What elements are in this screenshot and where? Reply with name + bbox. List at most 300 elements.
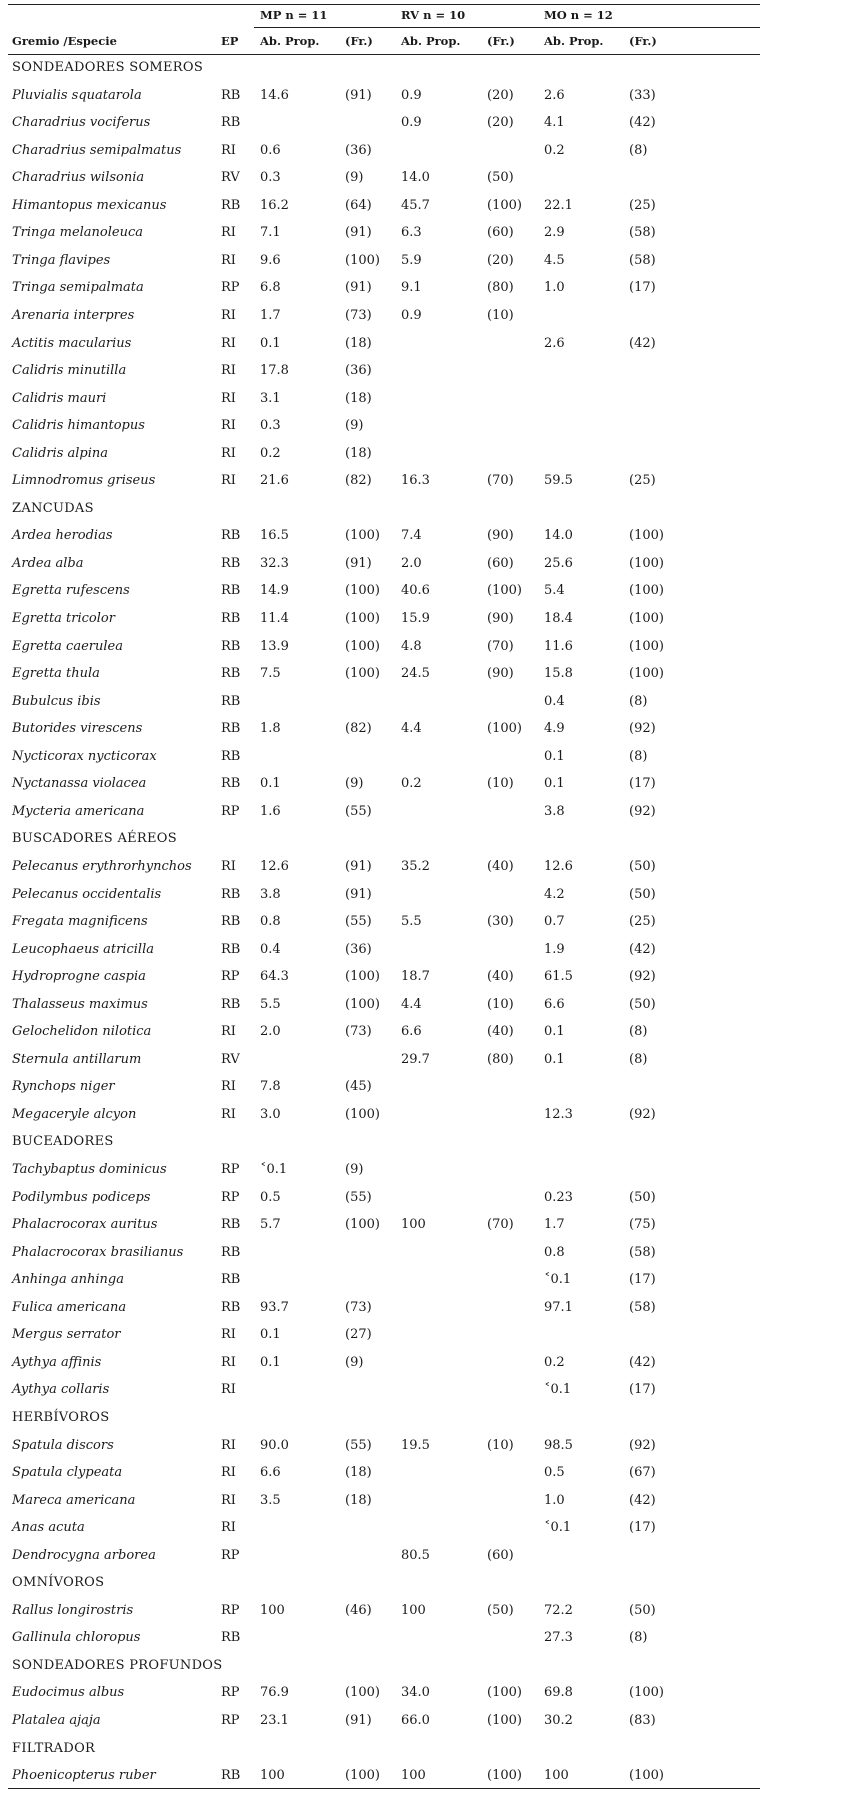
mp-abundance-cell: 21.6	[260, 473, 289, 489]
species-name: Gallinula chloropus	[12, 1630, 141, 1646]
ep-code: RP	[221, 1547, 240, 1563]
species-name: Phalacrocorax auritus	[12, 1217, 158, 1233]
rv-abundance-cell: 18.7	[401, 969, 430, 985]
ep-code: RB	[221, 996, 241, 1012]
mo-frequency-cell: (42)	[629, 115, 656, 131]
rv-frequency-cell: (100)	[487, 197, 522, 213]
rv-frequency-cell: (40)	[487, 858, 514, 874]
guild-name: FILTRADOR	[12, 1740, 96, 1756]
mo-abundance-cell: 5.4	[544, 583, 565, 599]
mp-abundance-cell: 17.8	[260, 363, 289, 379]
mo-frequency-cell: (67)	[629, 1465, 656, 1481]
ep-code: RB	[221, 528, 241, 544]
mp-abundance-cell: 76.9	[260, 1685, 289, 1701]
mo-abundance-cell: 2.6	[544, 335, 565, 351]
mo-abundance-cell: 1.0	[544, 280, 565, 296]
mo-frequency-cell: (92)	[629, 969, 656, 985]
mp-abundance-cell: 0.2	[260, 445, 281, 461]
mo-abundance-cell: 1.7	[544, 1217, 565, 1233]
species-name: Tachybaptus dominicus	[12, 1162, 167, 1177]
mp-abundance-cell: 7.5	[260, 666, 281, 682]
mp-frequency-cell: (100)	[345, 1685, 380, 1701]
mp-frequency-cell: (100)	[345, 1106, 380, 1122]
mp-abundance-cell: 7.8	[260, 1079, 281, 1095]
species-name: Mergus serrator	[12, 1327, 121, 1343]
rv-abundance-cell: 5.5	[401, 914, 422, 930]
species-name: Sternula antillarum	[12, 1051, 142, 1067]
mp-abundance-cell: 5.5	[260, 996, 281, 1012]
group-header-rv: RV n = 10	[401, 8, 466, 22]
ep-code: RB	[221, 886, 241, 902]
species-name: Gelochelidon nilotica	[12, 1024, 152, 1040]
rv-abundance-cell: 19.5	[401, 1437, 430, 1453]
mp-frequency-cell: (45)	[345, 1079, 372, 1095]
mo-abundance-cell: 4.2	[544, 886, 565, 902]
ep-code: RB	[221, 1299, 241, 1315]
ep-code: RB	[221, 748, 241, 764]
mo-frequency-cell: (100)	[629, 638, 664, 654]
mo-frequency-cell: (8)	[629, 748, 648, 764]
mp-abundance-cell: 14.6	[260, 87, 289, 103]
ep-code: RB	[221, 611, 241, 626]
species-name: Thalasseus maximus	[12, 996, 148, 1012]
ep-code: RP	[221, 1713, 240, 1728]
mo-frequency-cell: (75)	[629, 1217, 656, 1233]
mo-frequency-cell: (100)	[629, 1685, 664, 1701]
rv-frequency-cell: (70)	[487, 473, 514, 489]
mp-abundance-cell: 16.2	[260, 197, 289, 213]
col-header-rv-fr: (Fr.)	[487, 34, 515, 48]
species-name: Aythya collaris	[12, 1382, 110, 1398]
mp-frequency-cell: (100)	[345, 611, 380, 626]
mo-abundance-cell: 0.1	[544, 1051, 565, 1067]
mp-frequency-cell: (46)	[345, 1602, 372, 1618]
table-top-rule	[8, 4, 760, 5]
ep-code: RB	[221, 666, 241, 682]
rv-frequency-cell: (10)	[487, 1437, 514, 1453]
ep-code: RB	[221, 1217, 241, 1233]
rv-abundance-cell: 45.7	[401, 197, 430, 213]
ep-code: RB	[221, 115, 241, 131]
mp-frequency-cell: (73)	[345, 307, 372, 323]
rv-frequency-cell: (100)	[487, 721, 522, 737]
rv-abundance-cell: 2.0	[401, 555, 422, 571]
group-header-mp: MP n = 11	[260, 8, 328, 22]
species-name: Rynchops niger	[12, 1079, 115, 1095]
mp-frequency-cell: (36)	[345, 363, 372, 379]
mo-frequency-cell: (100)	[629, 666, 664, 682]
mp-frequency-cell: (91)	[345, 225, 372, 241]
mp-abundance-cell: 0.1	[260, 776, 281, 792]
mp-frequency-cell: (73)	[345, 1024, 372, 1040]
mp-frequency-cell: (9)	[345, 1354, 364, 1370]
species-name: Phalacrocorax brasilianus	[12, 1244, 184, 1260]
ep-code: RI	[221, 473, 236, 489]
mo-frequency-cell: (17)	[629, 1382, 656, 1398]
mp-frequency-cell: (36)	[345, 941, 372, 957]
mp-frequency-cell: (18)	[345, 335, 372, 351]
ep-code: RB	[221, 721, 241, 737]
mo-abundance-cell: 25.6	[544, 555, 573, 571]
mp-abundance-cell: 100	[260, 1768, 285, 1784]
ep-code: RB	[221, 1768, 241, 1784]
mo-frequency-cell: (92)	[629, 1106, 656, 1122]
rv-abundance-cell: 34.0	[401, 1685, 430, 1701]
species-name: Aythya affinis	[12, 1354, 102, 1370]
mp-frequency-cell: (100)	[345, 969, 380, 985]
mo-frequency-cell: (50)	[629, 1602, 656, 1618]
mo-abundance-cell: 2.9	[544, 225, 565, 241]
rv-frequency-cell: (60)	[487, 225, 514, 241]
mp-frequency-cell: (91)	[345, 87, 372, 103]
ep-code: RB	[221, 1272, 241, 1288]
mo-abundance-cell: 22.1	[544, 197, 573, 213]
mo-frequency-cell: (83)	[629, 1713, 656, 1728]
mp-frequency-cell: (100)	[345, 666, 380, 682]
mo-frequency-cell: (8)	[629, 1630, 648, 1646]
species-name: Tringa flavipes	[12, 252, 111, 268]
rv-abundance-cell: 0.9	[401, 87, 422, 103]
mp-abundance-cell: 0.8	[260, 914, 281, 930]
ep-code: RP	[221, 1602, 240, 1618]
ep-code: RI	[221, 1382, 236, 1398]
col-header-species: Gremio /Especie	[12, 34, 117, 48]
mo-frequency-cell: (58)	[629, 252, 656, 268]
mo-abundance-cell: 15.8	[544, 666, 573, 682]
mo-abundance-cell: 0.2	[544, 1354, 565, 1370]
rv-frequency-cell: (60)	[487, 555, 514, 571]
mo-frequency-cell: (8)	[629, 1024, 648, 1040]
mo-frequency-cell: (100)	[629, 555, 664, 571]
mo-frequency-cell: (25)	[629, 473, 656, 489]
mp-abundance-cell: 0.3	[260, 418, 281, 434]
mp-frequency-cell: (100)	[345, 1217, 380, 1233]
species-name: Mycteria americana	[12, 803, 145, 819]
species-name: Pelecanus erythrorhynchos	[12, 858, 192, 874]
rv-frequency-cell: (90)	[487, 528, 514, 544]
mp-abundance-cell: 6.8	[260, 280, 281, 296]
mo-abundance-cell: 0.23	[544, 1189, 573, 1205]
mp-frequency-cell: (100)	[345, 252, 380, 268]
species-name: Rallus longirostris	[12, 1602, 134, 1618]
mp-frequency-cell: (100)	[345, 996, 380, 1012]
ep-code: RV	[221, 170, 240, 186]
mo-abundance-cell: 0.1	[544, 1024, 565, 1040]
mp-abundance-cell: 5.7	[260, 1217, 281, 1233]
mo-frequency-cell: (33)	[629, 87, 656, 103]
mo-abundance-cell: 0.7	[544, 914, 565, 930]
mo-frequency-cell: (8)	[629, 1051, 648, 1067]
mo-abundance-cell: 4.1	[544, 115, 565, 131]
rv-abundance-cell: 24.5	[401, 666, 430, 682]
mp-frequency-cell: (18)	[345, 1465, 372, 1481]
mo-frequency-cell: (17)	[629, 776, 656, 792]
rv-frequency-cell: (70)	[487, 638, 514, 654]
mo-frequency-cell: (17)	[629, 1520, 656, 1536]
ep-code: RP	[221, 969, 240, 985]
guild-name: SONDEADORES SOMEROS	[12, 60, 204, 75]
species-name: Dendrocygna arborea	[12, 1547, 156, 1563]
mo-frequency-cell: (92)	[629, 803, 656, 819]
mo-abundance-cell: 0.2	[544, 142, 565, 158]
mp-abundance-cell: 1.8	[260, 721, 281, 737]
rv-abundance-cell: 7.4	[401, 528, 422, 544]
mp-abundance-cell: 3.0	[260, 1106, 281, 1122]
rv-frequency-cell: (100)	[487, 1713, 522, 1728]
mo-abundance-cell: 100	[544, 1768, 569, 1784]
mo-abundance-cell: 0.8	[544, 1244, 565, 1260]
mp-abundance-cell: 0.1	[260, 1354, 281, 1370]
mp-abundance-cell: 23.1	[260, 1713, 289, 1728]
mp-frequency-cell: (55)	[345, 1189, 372, 1205]
rv-frequency-cell: (60)	[487, 1547, 514, 1563]
ep-code: RB	[221, 1630, 241, 1646]
mo-frequency-cell: (17)	[629, 280, 656, 296]
species-name: Ardea alba	[12, 555, 84, 571]
guild-name: BUSCADORES AÉREOS	[12, 831, 177, 847]
ep-code: RI	[221, 445, 236, 461]
species-name: Nycticorax nycticorax	[12, 748, 157, 764]
col-header-mo-ab: Ab. Prop.	[544, 34, 604, 48]
species-name: Actitis macularius	[12, 335, 132, 351]
rv-frequency-cell: (40)	[487, 969, 514, 985]
rv-frequency-cell: (50)	[487, 1602, 514, 1618]
mo-frequency-cell: (58)	[629, 1299, 656, 1315]
mo-abundance-cell: 1.9	[544, 941, 565, 957]
col-header-mp-fr: (Fr.)	[345, 34, 373, 48]
guild-name: OMNÍVOROS	[12, 1575, 105, 1591]
group-header-rule	[254, 27, 760, 28]
mo-abundance-cell: ˂0.1	[544, 1382, 572, 1398]
mo-frequency-cell: (92)	[629, 1437, 656, 1453]
rv-abundance-cell: 15.9	[401, 611, 430, 626]
mo-frequency-cell: (58)	[629, 1244, 656, 1260]
species-name: Hydroprogne caspia	[12, 969, 146, 985]
mp-abundance-cell: 1.7	[260, 307, 281, 323]
rv-frequency-cell: (70)	[487, 1217, 514, 1233]
mo-abundance-cell: 1.0	[544, 1492, 565, 1508]
mo-abundance-cell: ˂0.1	[544, 1272, 572, 1288]
species-name: Egretta thula	[12, 666, 100, 682]
rv-frequency-cell: (90)	[487, 666, 514, 682]
species-name: Spatula clypeata	[12, 1465, 123, 1481]
species-name: Fulica americana	[12, 1299, 127, 1315]
rv-abundance-cell: 6.3	[401, 225, 422, 241]
mp-frequency-cell: (18)	[345, 1492, 372, 1508]
mo-frequency-cell: (50)	[629, 1189, 656, 1205]
ep-code: RP	[221, 1189, 240, 1205]
ep-code: RI	[221, 1024, 236, 1040]
species-name: Phoenicopterus ruber	[12, 1768, 156, 1784]
species-name: Charadrius semipalmatus	[12, 142, 182, 158]
species-name: Platalea ajaja	[12, 1713, 101, 1728]
guild-name: ZANCUDAS	[12, 500, 94, 516]
mo-frequency-cell: (25)	[629, 197, 656, 213]
species-name: Egretta caerulea	[12, 638, 123, 654]
species-name: Anhinga anhinga	[12, 1272, 124, 1288]
mo-abundance-cell: 97.1	[544, 1299, 573, 1315]
mp-frequency-cell: (36)	[345, 142, 372, 158]
rv-frequency-cell: (20)	[487, 115, 514, 131]
rv-abundance-cell: 100	[401, 1217, 426, 1233]
mo-abundance-cell: 2.6	[544, 87, 565, 103]
mp-frequency-cell: (18)	[345, 445, 372, 461]
ep-code: RV	[221, 1051, 240, 1067]
ep-code: RB	[221, 941, 241, 957]
ep-code: RB	[221, 1244, 241, 1260]
ep-code: RB	[221, 555, 241, 571]
rv-abundance-cell: 0.2	[401, 776, 422, 792]
mp-abundance-cell: 0.5	[260, 1189, 281, 1205]
mp-abundance-cell: 3.8	[260, 886, 281, 902]
mp-frequency-cell: (91)	[345, 1713, 372, 1728]
mp-frequency-cell: (9)	[345, 418, 364, 434]
mp-abundance-cell: 0.1	[260, 335, 281, 351]
mp-frequency-cell: (91)	[345, 280, 372, 296]
ep-code: RI	[221, 142, 236, 158]
mp-abundance-cell: 12.6	[260, 858, 289, 874]
ep-code: RI	[221, 1520, 236, 1536]
species-name: Fregata magnificens	[12, 914, 148, 930]
species-name: Megaceryle alcyon	[12, 1106, 137, 1122]
mo-frequency-cell: (42)	[629, 1354, 656, 1370]
ep-code: RP	[221, 1685, 240, 1701]
header-bottom-rule	[8, 54, 760, 55]
mo-abundance-cell: 14.0	[544, 528, 573, 544]
mo-frequency-cell: (42)	[629, 335, 656, 351]
table-bottom-rule	[8, 1788, 760, 1789]
ep-code: RB	[221, 197, 241, 213]
group-header-mo: MO n = 12	[544, 8, 613, 22]
mp-abundance-cell: 93.7	[260, 1299, 289, 1315]
species-name: Tringa melanoleuca	[12, 225, 144, 241]
rv-abundance-cell: 5.9	[401, 252, 422, 268]
mo-frequency-cell: (50)	[629, 996, 656, 1012]
rv-abundance-cell: 6.6	[401, 1024, 422, 1040]
mo-abundance-cell: 0.1	[544, 748, 565, 764]
mo-abundance-cell: 11.6	[544, 638, 573, 654]
rv-abundance-cell: 9.1	[401, 280, 422, 296]
mp-abundance-cell: 64.3	[260, 969, 289, 985]
rv-frequency-cell: (100)	[487, 1685, 522, 1701]
species-name: Bubulcus ibis	[12, 693, 101, 709]
species-name: Egretta tricolor	[12, 611, 115, 626]
rv-frequency-cell: (30)	[487, 914, 514, 930]
mp-abundance-cell: 9.6	[260, 252, 281, 268]
rv-abundance-cell: 80.5	[401, 1547, 430, 1563]
species-name: Eudocimus albus	[12, 1685, 125, 1701]
ep-code: RB	[221, 583, 241, 599]
mo-abundance-cell: 6.6	[544, 996, 565, 1012]
rv-frequency-cell: (80)	[487, 1051, 514, 1067]
mp-abundance-cell: 0.6	[260, 142, 281, 158]
mp-abundance-cell: 0.1	[260, 1327, 281, 1343]
ep-code: RB	[221, 87, 241, 103]
mp-frequency-cell: (91)	[345, 858, 372, 874]
rv-frequency-cell: (10)	[487, 996, 514, 1012]
mp-abundance-cell: 6.6	[260, 1465, 281, 1481]
rv-frequency-cell: (20)	[487, 252, 514, 268]
mo-abundance-cell: 12.6	[544, 858, 573, 874]
col-header-ep: EP	[221, 34, 239, 48]
rv-abundance-cell: 4.4	[401, 721, 422, 737]
species-name: Anas acuta	[12, 1520, 85, 1536]
mo-frequency-cell: (100)	[629, 583, 664, 599]
mo-frequency-cell: (58)	[629, 225, 656, 241]
mp-abundance-cell: 14.9	[260, 583, 289, 599]
species-name: Himantopus mexicanus	[12, 197, 167, 213]
mo-abundance-cell: 69.8	[544, 1685, 573, 1701]
rv-frequency-cell: (90)	[487, 611, 514, 626]
ep-code: RI	[221, 1437, 236, 1453]
mp-abundance-cell: 1.6	[260, 803, 281, 819]
mo-frequency-cell: (92)	[629, 721, 656, 737]
mo-frequency-cell: (100)	[629, 611, 664, 626]
mp-frequency-cell: (91)	[345, 886, 372, 902]
ep-code: RI	[221, 1106, 236, 1122]
ep-code: RP	[221, 803, 240, 819]
ep-code: RB	[221, 693, 241, 709]
species-name: Calidris minutilla	[12, 363, 127, 379]
mo-abundance-cell: 0.1	[544, 776, 565, 792]
rv-frequency-cell: (80)	[487, 280, 514, 296]
mp-frequency-cell: (27)	[345, 1327, 372, 1343]
species-name: Charadrius wilsonia	[12, 170, 145, 186]
rv-frequency-cell: (20)	[487, 87, 514, 103]
mp-abundance-cell: 13.9	[260, 638, 289, 654]
mp-frequency-cell: (91)	[345, 555, 372, 571]
mp-abundance-cell: 90.0	[260, 1437, 289, 1453]
rv-frequency-cell: (40)	[487, 1024, 514, 1040]
ep-code: RB	[221, 914, 241, 930]
species-name: Nyctanassa violacea	[12, 776, 147, 792]
mp-frequency-cell: (100)	[345, 583, 380, 599]
mp-abundance-cell: 2.0	[260, 1024, 281, 1040]
mp-frequency-cell: (55)	[345, 914, 372, 930]
mo-frequency-cell: (42)	[629, 941, 656, 957]
ep-code: RI	[221, 1492, 236, 1508]
mp-frequency-cell: (100)	[345, 638, 380, 654]
rv-abundance-cell: 4.8	[401, 638, 422, 654]
mp-frequency-cell: (9)	[345, 1162, 364, 1177]
ep-code: RI	[221, 252, 236, 268]
species-name: Butorides virescens	[12, 721, 143, 737]
mo-frequency-cell: (17)	[629, 1272, 656, 1288]
species-name: Limnodromus griseus	[12, 473, 156, 489]
mo-frequency-cell: (100)	[629, 528, 664, 544]
species-name: Calidris himantopus	[12, 418, 145, 434]
mp-frequency-cell: (55)	[345, 803, 372, 819]
ep-code: RI	[221, 307, 236, 323]
species-name: Ardea herodias	[12, 528, 113, 544]
mo-abundance-cell: 4.5	[544, 252, 565, 268]
rv-abundance-cell: 100	[401, 1768, 426, 1784]
mo-abundance-cell: 59.5	[544, 473, 573, 489]
rv-abundance-cell: 0.9	[401, 307, 422, 323]
ep-code: RI	[221, 1354, 236, 1370]
ep-code: RI	[221, 335, 236, 351]
ep-code: RI	[221, 363, 236, 379]
species-name: Mareca americana	[12, 1492, 136, 1508]
species-name: Charadrius vociferus	[12, 115, 151, 131]
mo-abundance-cell: 61.5	[544, 969, 573, 985]
rv-abundance-cell: 100	[401, 1602, 426, 1618]
col-header-mo-fr: (Fr.)	[629, 34, 657, 48]
col-header-rv-ab: Ab. Prop.	[401, 34, 461, 48]
ep-code: RI	[221, 1079, 236, 1095]
ep-code: RP	[221, 1162, 240, 1177]
ep-code: RI	[221, 1327, 236, 1343]
